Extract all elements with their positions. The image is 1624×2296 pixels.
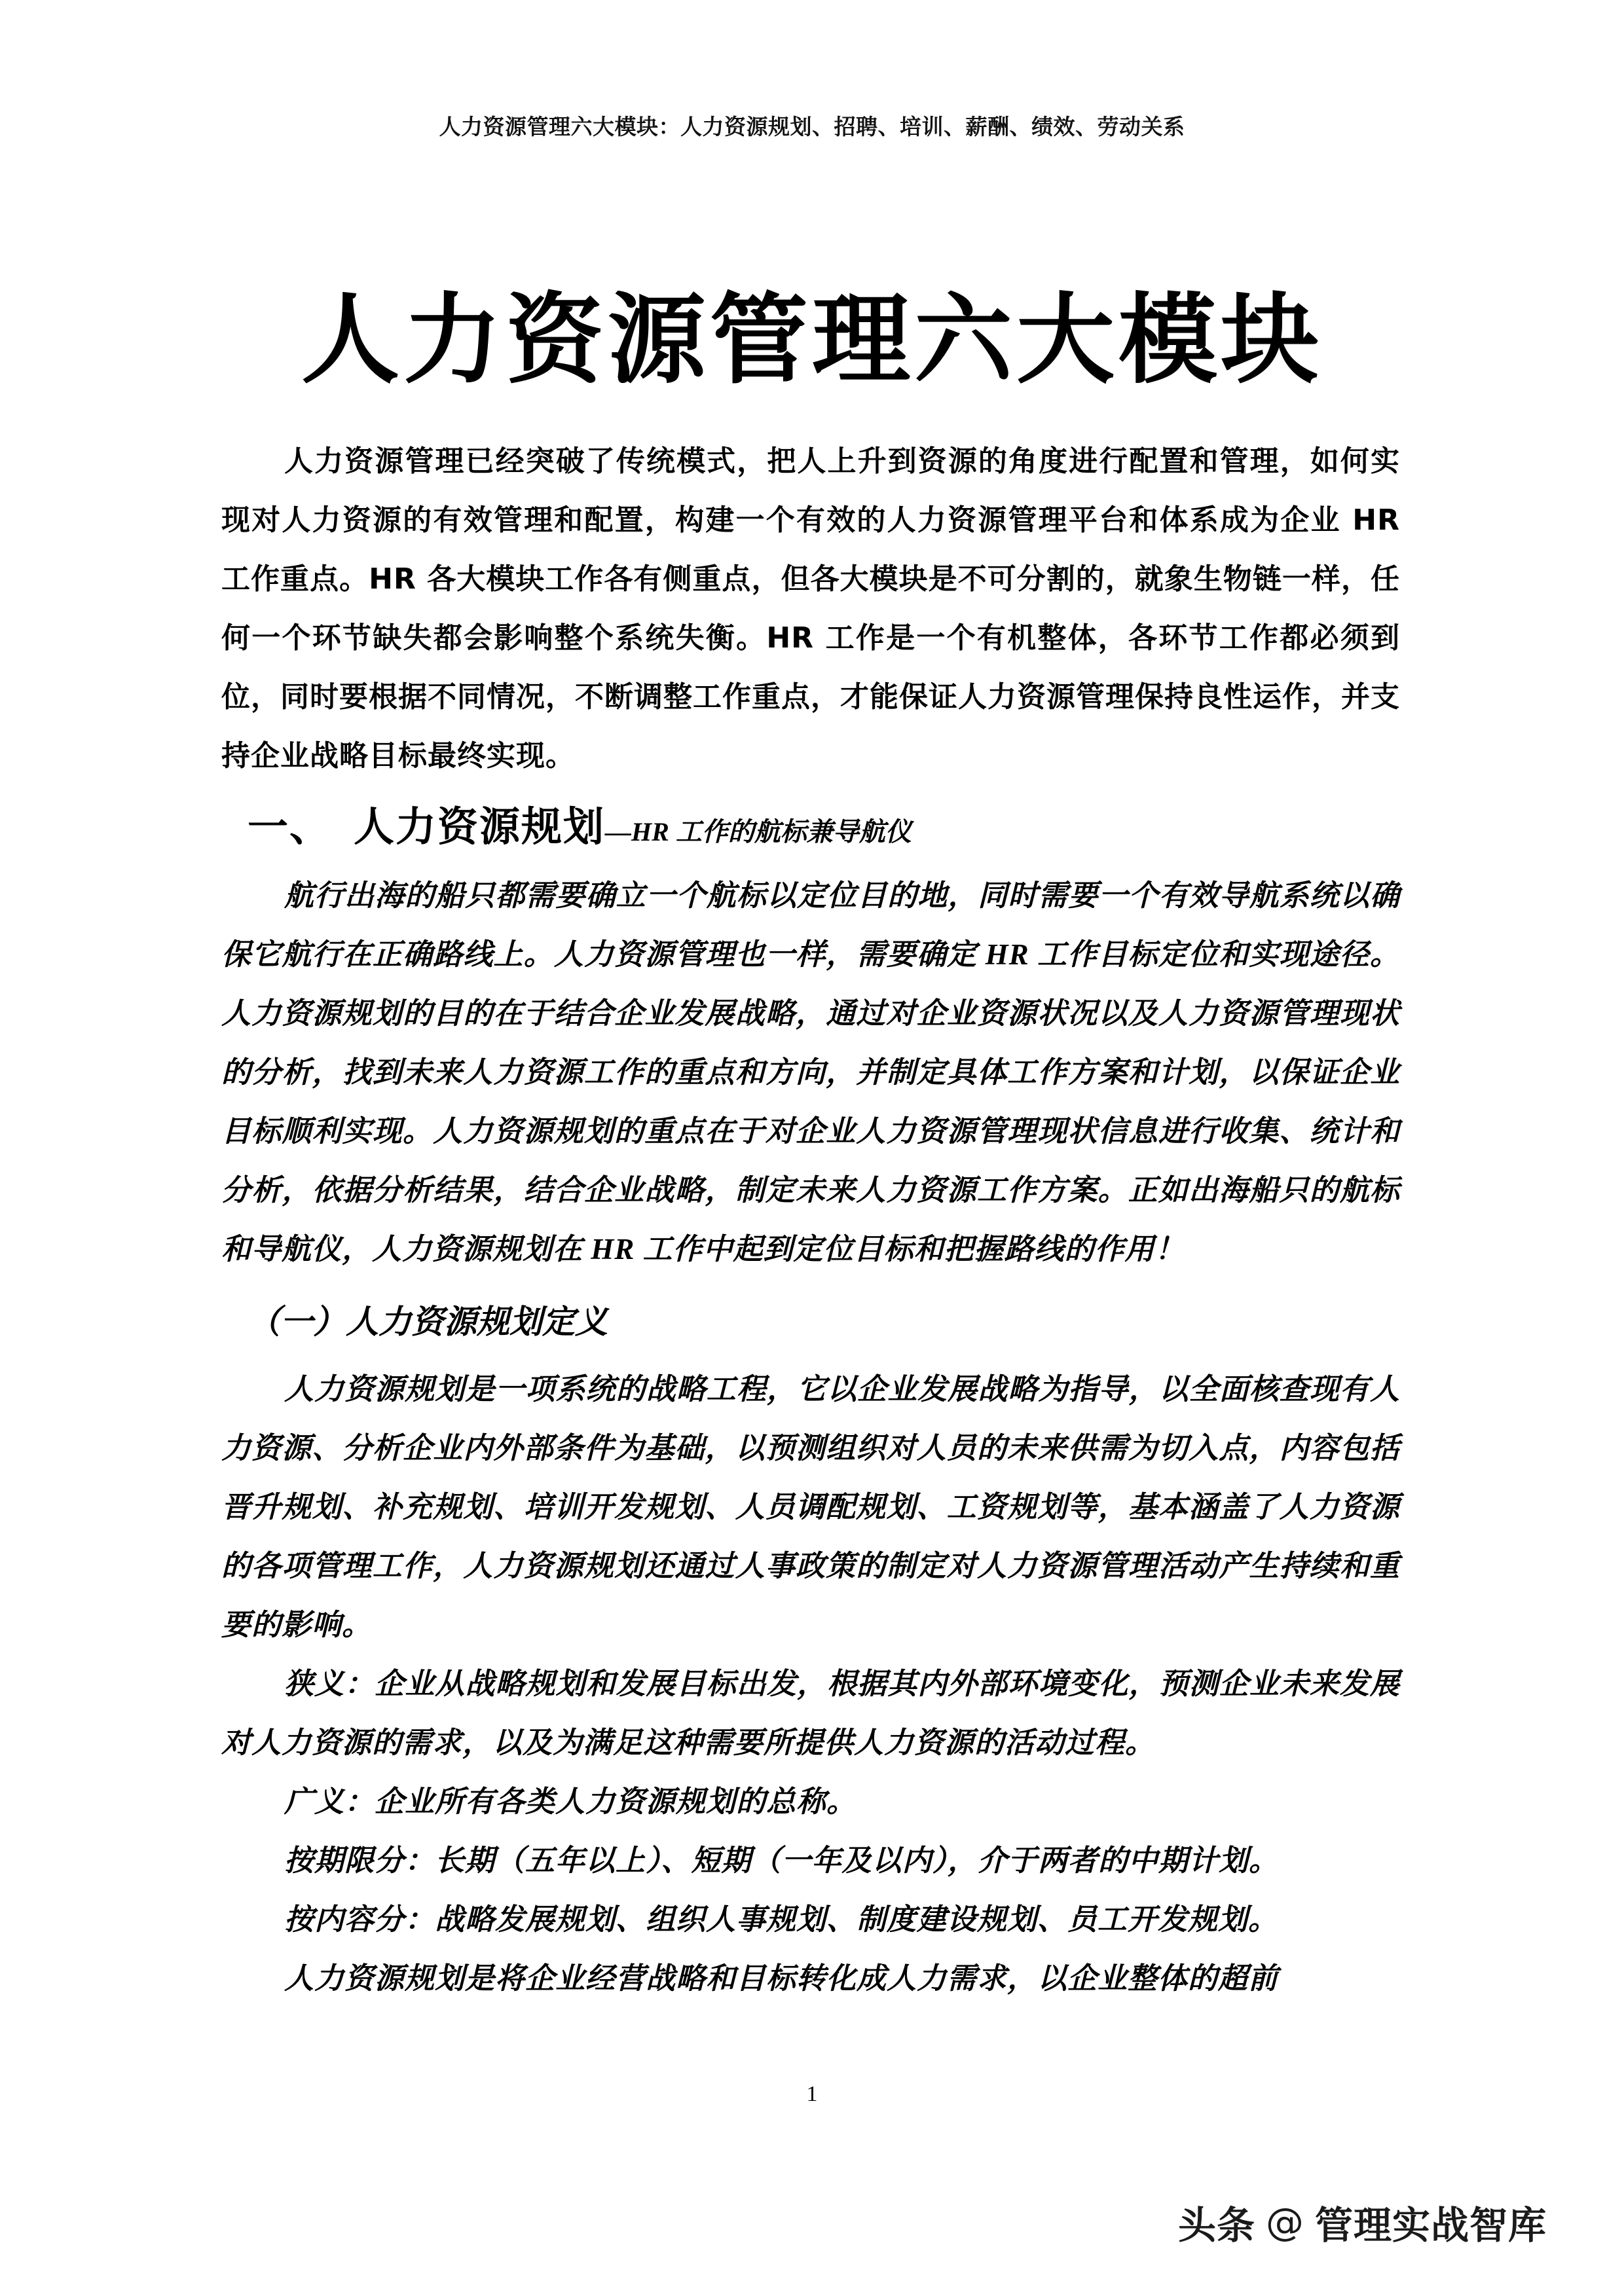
closing-paragraph: 人力资源规划是将企业经营战略和目标转化成人力需求，以企业整体的超前: [284, 1962, 1279, 1995]
definition-paragraph: [221, 1360, 1400, 1654]
subsection-heading-1: （一）人力资源规划定义: [248, 1303, 608, 1340]
watermark: [1178, 2195, 1547, 2250]
watermark-account-label: 管理实战智库: [1314, 2203, 1547, 2248]
by-content-label: 按内容分：: [284, 1903, 435, 1936]
page-title: 人力资源管理六大模块: [301, 286, 1323, 395]
document-body: [221, 432, 1400, 2008]
narrow-definition-paragraph: [221, 1654, 1400, 1772]
section-number: 一、: [248, 805, 332, 850]
at-icon: @: [1265, 2200, 1304, 2244]
page-number: 1: [806, 2082, 818, 2106]
intro-paragraph: 人力资源管理已经突破了传统模式，把人上升到资源的角度进行配置和管理，如何实现对人力资源的有效管理和配置，构建一个有效的人力资源管理平台和体系成为企业 HR 工作重点。HR 各大模块工作各有侧重点，但各大模块是不可分割的，就象生物链一样，任何一个环节缺失都会影响整个系统失衡。HR 工作是一个有机整体，各环节工作都必须到位，同时要根据不同情况，不断调整工作重点，才能保证人力资源管理保持良性运作，并支持企业战略目标最终实现。: [221, 445, 1400, 773]
by-content-paragraph: [221, 1890, 1400, 1949]
by-content-text: 战略发展规划、组织人事规划、制度建设规划、员工开发规划。: [435, 1903, 1279, 1936]
watermark-source-label: 头条: [1177, 2203, 1255, 2248]
running-header: 人力资源管理六大模块：人力资源规划、招聘、培训、薪酬、绩效、劳动关系: [439, 114, 1185, 139]
by-term-paragraph: [221, 1831, 1400, 1890]
definition-text-part1: 人力资源规划是一项系统的战略工程，它以企业发展战略为指导，以全面核查现有人力资源、分析企业内外部条件为基础，以预测组织对人员的未来供需为切入点，内容包括: [221, 1373, 1400, 1465]
broad-definition-text: 企业所有各类人力资源规划的总称。: [375, 1785, 857, 1818]
by-term-label: 按期限分：: [284, 1844, 435, 1877]
broad-definition-paragraph: [221, 1772, 1400, 1831]
section-title: 人力资源规划: [354, 805, 606, 850]
broad-definition-label: 广义：: [284, 1785, 375, 1818]
definition-bold-terms: 晋升规划、补充规划、培训开发规划、人员调配规划、工资规划: [221, 1491, 1068, 1523]
narrow-definition-label: 狭义：: [284, 1667, 375, 1700]
narrow-definition-text: 企业从战略规划和发展目标出发，根据其内外部环境变化，预测企业未来发展对人力资源的需求，以及为满足这种需要所提供人力资源的活动过程。: [221, 1667, 1400, 1759]
definition-text-part2: 等，基本涵盖了人力资源的各项管理工作，人力资源规划还通过人事政策的制定对人力资源管理活动产生持续和重要的影响。: [221, 1491, 1400, 1641]
section1-paragraph: 航行出海的船只都需要确立一个航标以定位目的地，同时需要一个有效导航系统以确保它航行在正确路线上。人力资源管理也一样，需要确定 HR 工作目标定位和实现途径。人力资源规划的目的在于结合企业发展战略，通过对企业资源状况以及人力资源管理现状的分析，找到未来人力资源工作的重点和方向，并制定具体工作方案和计划，以保证企业目标顺利实现。人力资源规划的重点在于对企业人力资源管理现状信息进行收集、统计和分析，依据分析结果，结合企业战略，制定未来人力资源工作方案。正如出海船只的航标和导航仪，人力资源规划在 HR 工作中起到定位目标和把握路线的作用！: [221, 879, 1400, 1266]
section-heading-1: [221, 796, 1400, 864]
section-subtitle: —HR 工作的航标兼导航仪: [605, 817, 912, 847]
by-term-text: 长期（五年以上）、短期（一年及以内），介于两者的中期计划。: [435, 1844, 1280, 1877]
